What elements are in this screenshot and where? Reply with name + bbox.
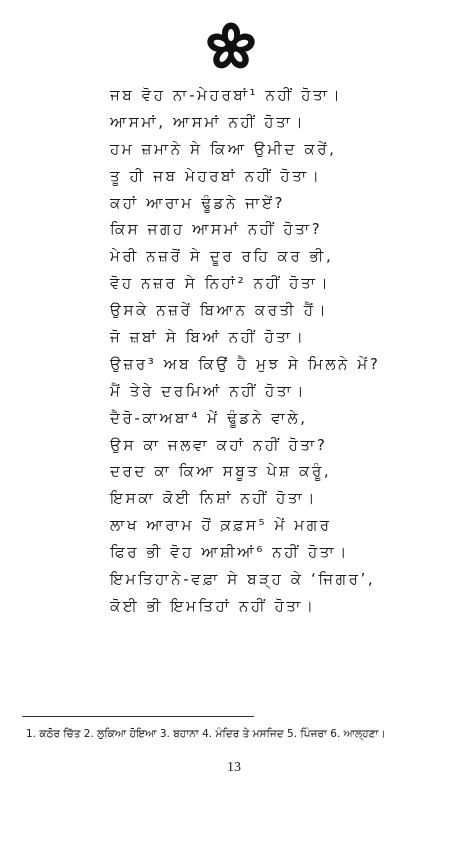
poem-line: ਕੋਈ ਭੀ ਇਮਤਿਹਾਂ ਨਹੀਂ ਹੋਤਾ।	[110, 596, 316, 615]
poem-line: ਹਮ ਜ਼ਮਾਨੇ ਸੇ ਕਿਆ ਉਮੀਦ ਕਰੇਂ,	[110, 139, 337, 158]
poem-line: ਤੂ ਹੀ ਜਬ ਮੇਹਰਬਾਂ ਨਹੀਂ ਹੋਤਾ।	[110, 166, 322, 185]
poem-line: ਦੈਰੋ-ਕਾਅਬਾ⁴ ਮੇਂ ਢੂੰਡਨੇ ਵਾਲੇ,	[110, 408, 308, 427]
poem	[110, 82, 381, 620]
poem-line: ਉਜ਼ਰ³ ਅਬ ਕਿਉਂ ਹੈ ਮੁਝ ਸੇ ਮਿਲਨੇ ਮੇਂ?	[110, 354, 381, 373]
poem-line: ਲਾਖ ਆਰਾਮ ਹੋਂ ਕ਼ਫ਼ਸ⁵ ਮੇਂ ਮਗਰ	[110, 516, 332, 535]
poem-line: ਇਮਤਿਹਾਨੇ-ਵਫ਼ਾ ਸੇ ਬੜ੍ਹ ਕੇ ‘ਜਿਗਰ’,	[110, 570, 376, 589]
poem-line: ਦਰਦ ਕਾ ਕਿਆ ਸਬੂਤ ਪੇਸ਼ ਕਰੂੰ,	[110, 462, 332, 481]
footnote-divider	[22, 716, 254, 717]
poem-line: ਮੇਰੀ ਨਜ਼ਰੋਂ ਸੇ ਦੂਰ ਰਹਿ ਕਰ ਭੀ,	[110, 247, 334, 266]
poem-line: ਮੈਂ ਤੇਰੇ ਦਰਮਿਆਂ ਨਹੀਂ ਹੋਤਾ।	[110, 381, 307, 400]
poem-line: ਜੋ ਜ਼ਬਾਂ ਸੇ ਬਿਆਂ ਨਹੀਂ ਹੋਤਾ।	[110, 328, 306, 347]
poem-line: ਉਸਕੇ ਨਜ਼ਰੇਂ ਬਿਆਨ ਕਰਤੀ ਹੈਂ।	[110, 301, 329, 320]
footnotes: 1. ਕਠੋਰ ਚਿੱਤ 2. ਲੁਕਿਆ ਹੋਇਆ 3. ਬਹਾਨਾ 4. ਮੰਦਿਰ ਤੇ ਮਸਜਿਦ 5. ਪਿੰਜਰਾ 6. ਆਲ੍ਹਣਾ।	[26, 728, 386, 740]
poem-line: ਉਸ ਕਾ ਜਲਵਾ ਕਹਾਂ ਨਹੀਂ ਹੋਤਾ?	[110, 435, 328, 454]
poem-line: ਜਬ ਵੋਹ ਨਾ-ਮੇਹਰਬਾਂ¹ ਨਹੀਂ ਹੋਤਾ।	[110, 86, 343, 104]
flower-ornament-icon	[206, 22, 256, 72]
poem-line: ਇਸਕਾ ਕੋਈ ਨਿਸ਼ਾਂ ਨਹੀਂ ਹੋਤਾ।	[110, 489, 318, 508]
poem-line: ਆਸਮਾਂ, ਆਸਮਾਂ ਨਹੀਂ ਹੋਤਾ।	[110, 112, 306, 131]
poem-line: ਕਹਾਂ ਆਰਾਮ ਢੂੰਡਨੇ ਜਾਏਂ?	[110, 193, 286, 212]
poem-line: ਕਿਸ ਜਗਹ ਆਸਮਾਂ ਨਹੀਂ ਹੋਤਾ?	[110, 220, 323, 239]
poem-line: ਵੋਹ ਨਜ਼ਰ ਸੇ ਨਿਹਾਂ² ਨਹੀਂ ਹੋਤਾ।	[110, 274, 331, 293]
page-number: 13	[227, 760, 241, 775]
poem-line: ਫਿਰ ਭੀ ਵੋਹ ਆਸ਼ੀਆਂ⁶ ਨਹੀਂ ਹੋਤਾ।	[110, 543, 349, 562]
